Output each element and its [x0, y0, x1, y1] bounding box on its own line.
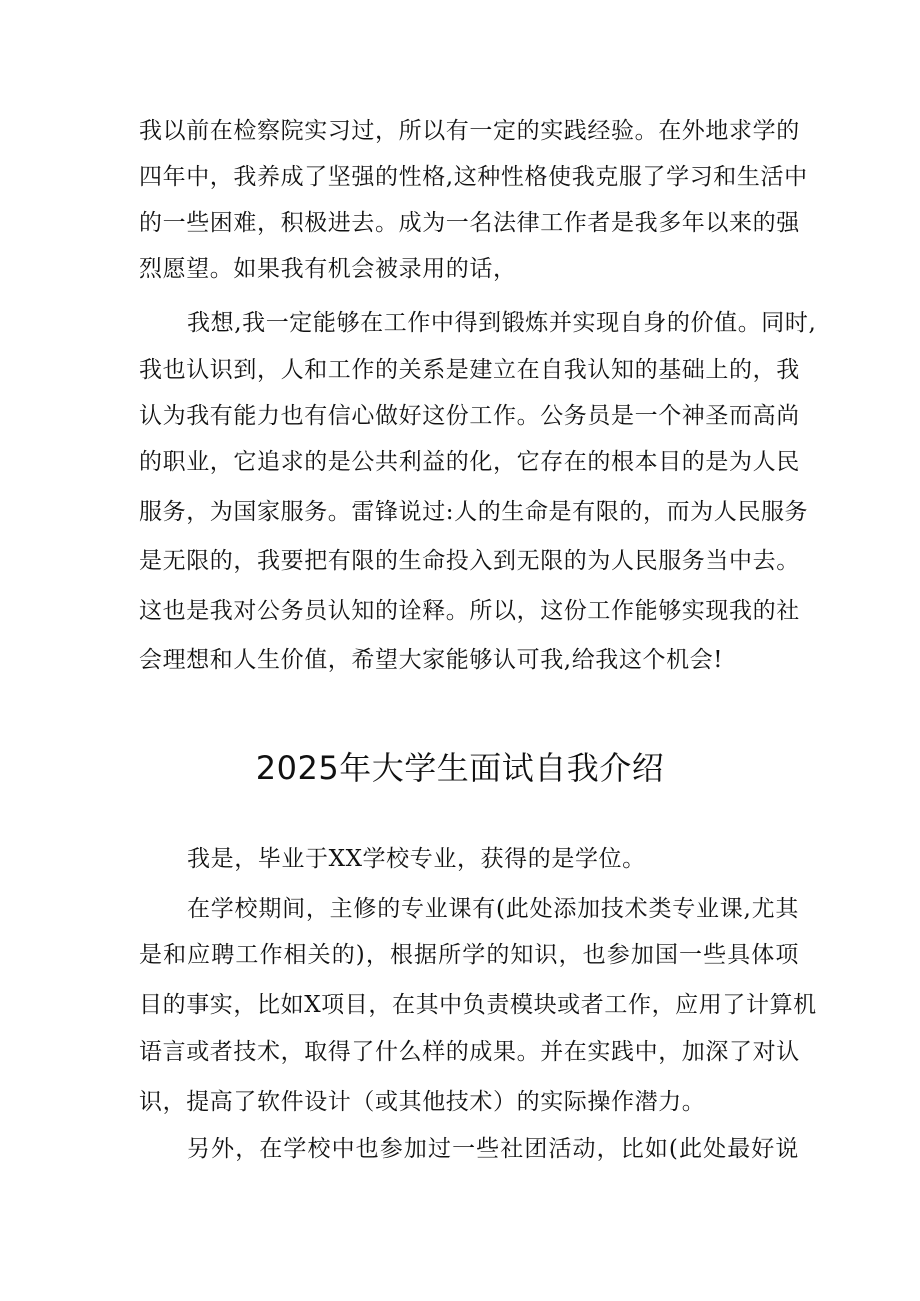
text-line: 服务，为国家服务。雷锋说过:人的生命是有限的，而为人民服务 — [139, 499, 809, 525]
text-line: 识，提高了软件设计（或其他技术）的实际操作潜力。 — [139, 1089, 706, 1115]
text-line: 在学校期间，主修的专业课有(此处添加技术类专业课,尤其 — [187, 896, 799, 922]
text-line: 是和应聘工作相关的)，根据所学的知识，也参加国一些具体项 — [139, 942, 799, 968]
text-line: 语言或者技术，取得了什么样的成果。并在实践中，加深了对认 — [139, 1039, 800, 1065]
text-line: 四年中，我养成了坚强的性格,这种性格使我克服了学习和生活中 — [139, 164, 808, 190]
text-line: 烈愿望。如果我有机会被录用的话， — [139, 256, 517, 282]
page-title: 2025年大学生面试自我介绍 — [255, 749, 665, 787]
text-line: 会理想和人生价值，希望大家能够认可我,给我这个机会! — [139, 647, 724, 673]
text-line: 目的事实，比如X项目，在其中负责模块或者工作，应用了计算机 — [139, 992, 817, 1018]
text-line: 认为我有能力也有信心做好这份工作。公务员是一个神圣而高尚 — [139, 403, 800, 429]
text-line: 我也认识到，人和工作的关系是建立在自我认知的基础上的，我 — [139, 357, 800, 383]
text-line: 的一些困难，积极进去。成为一名法律工作者是我多年以来的强 — [139, 210, 800, 236]
text-line: 另外，在学校中也参加过一些社团活动，比如(此处最好说 — [187, 1136, 799, 1162]
text-line: 我是，毕业于XX学校专业，获得的是学位。 — [187, 846, 646, 872]
text-line: 我以前在检察院实习过，所以有一定的实践经验。在外地求学的 — [139, 118, 800, 144]
text-line: 是无限的，我要把有限的生命投入到无限的为人民服务当中去。 — [139, 548, 800, 574]
text-line: 这也是我对公务员认知的诠释。所以，这份工作能够实现我的社 — [139, 598, 800, 624]
text-line: 的职业，它追求的是公共利益的化，它存在的根本目的是为人民 — [139, 449, 800, 475]
text-line: 我想,我一定能够在工作中得到锻炼并实现自身的价值。同时, — [187, 310, 817, 336]
